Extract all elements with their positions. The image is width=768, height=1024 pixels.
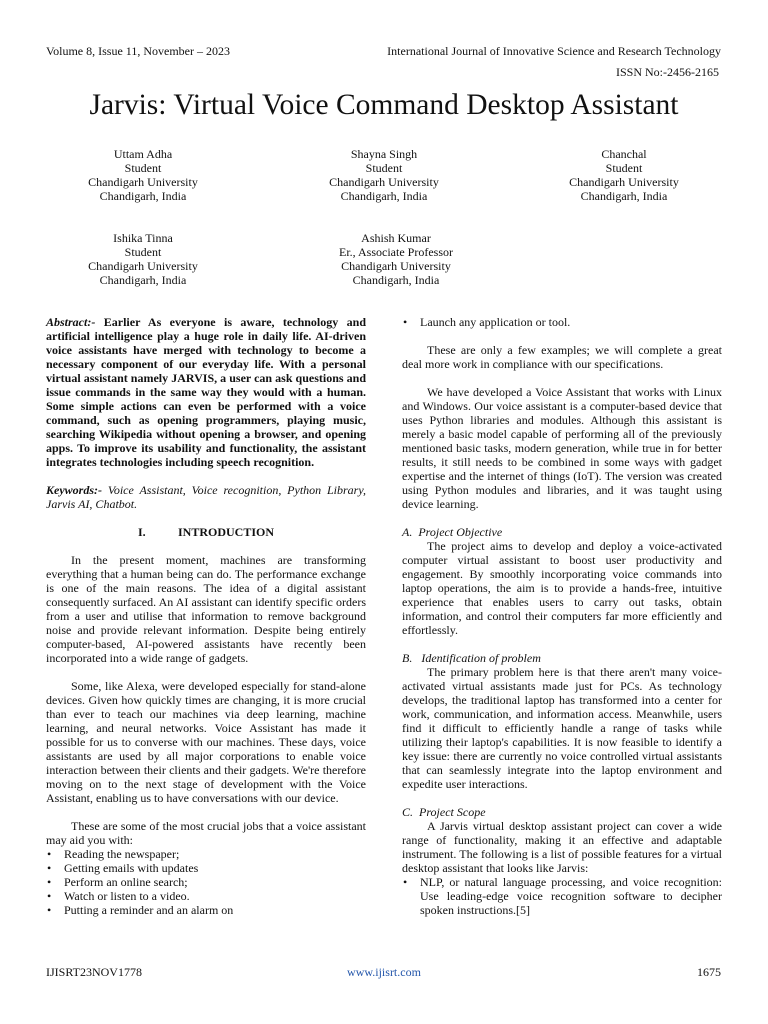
author-block xyxy=(514,147,734,203)
footer-paper-id: IJISRT23NOV1778 xyxy=(46,965,142,979)
keywords xyxy=(46,483,366,511)
author-role: Er., Associate Professor xyxy=(339,245,453,259)
list-item: • NLP, or natural language processing, and voice recognition: Use leading-edge voice recognition software to decipher spoken instructions.[5] xyxy=(402,875,722,917)
list-item: • Putting a reminder and an alarm on xyxy=(46,903,366,917)
abstract-text: Earlier As everyone is aware, technology and artificial intelligence play a huge role in daily life. AI-driven voice assistants have merged with technology to become a necessary component of our everyday life. With a personal virtual assistant namely JARVIS, a user can ask questions and issue commands in the same way they would with a human. Some simple actions can even be performed with a voice command, such as opening programmers, playing music, searching Wikipedia without opening a browser, and opening apps. To improve its usability and functionality, the assistant integrates technologies including speech recognition. xyxy=(46,315,367,469)
right-column xyxy=(402,315,722,917)
author-block xyxy=(286,231,506,287)
problem-paragraph: The primary problem here is that there aren't many voice-activated virtual assistants made just for PCs. As technology develops, the traditional laptop has transformed into a center for work, communication, and information access. Meanwhile, users find it difficult to efficiently handle a range of tasks while utilizing their laptop's capabilities. It is now feasible to identify a key issue: there are currently no voice controlled virtual assistants that can seamlessly integrate into the laptop environment and expedite user interactions. xyxy=(402,665,722,791)
author-location: Chandigarh, India xyxy=(352,273,440,287)
author-name: Ishika Tinna xyxy=(113,231,173,245)
list-item: • Getting emails with updates xyxy=(46,861,366,875)
author-affiliation: Chandigarh University xyxy=(329,175,439,189)
list-item: • Reading the newspaper; xyxy=(46,847,366,861)
intro-paragraph-1: In the present moment, machines are transforming everything that a human being can do. The performance exchange is one of the main reasons. The idea of a digital assistant consequently surfaced. An AI assistant can identify specific orders from a user and utilise that information to remove background noise and provide relevant information. Despite being entirely computer-based, AI-powered assistants have recently been incorporated into a wide range of gadgets. xyxy=(46,553,366,665)
author-block xyxy=(33,231,253,287)
list-item: • Launch any application or tool. xyxy=(402,315,722,329)
scope-paragraph: A Jarvis virtual desktop assistant project can cover a wide range of functionality, making it an effective and adaptable instrument. The following is a list of possible features for a virtual desktop assistant that looks like Jarvis: xyxy=(402,819,722,875)
author-block xyxy=(274,147,494,203)
section-heading-introduction xyxy=(46,525,366,539)
footer-website-link[interactable]: www.ijisrt.com xyxy=(347,965,421,979)
left-column xyxy=(46,315,366,917)
list-item: • Perform an online search; xyxy=(46,875,366,889)
developed-paragraph: We have developed a Voice Assistant that works with Linux and Windows. Our voice assistant is a computer-based device that uses Python libraries and modules. Although this assistant is merely a basic model capable of performing all of the previously mentioned basic tasks, modern generation, while true in for better results, it still needs to be combined in some ways with gadget expertise and the internet of things (IoT). The version was created using Python modules and libraries, and it was taught using device learning. xyxy=(402,385,722,511)
volume-info: Volume 8, Issue 11, November – 2023 xyxy=(46,44,230,58)
author-affiliation: Chandigarh University xyxy=(569,175,679,189)
author-role: Student xyxy=(124,245,162,259)
subsection-heading-problem: B. Identification of problem xyxy=(402,651,541,665)
author-location: Chandigarh, India xyxy=(99,273,187,287)
abstract-label: Abstract:- xyxy=(46,315,96,329)
scope-list xyxy=(402,875,722,917)
author-name: Ashish Kumar xyxy=(361,231,431,245)
subsection-heading-objective: A. Project Objective xyxy=(402,525,503,539)
author-role: Student xyxy=(124,161,162,175)
author-name: Shayna Singh xyxy=(350,147,418,161)
author-location: Chandigarh, India xyxy=(99,189,187,203)
author-affiliation: Chandigarh University xyxy=(88,175,198,189)
intro-paragraph-3: These are some of the most crucial jobs that a voice assistant may aid you with: xyxy=(46,819,366,847)
page-number: 1675 xyxy=(697,965,721,979)
author-name: Chanchal xyxy=(601,147,647,161)
author-name: Uttam Adha xyxy=(113,147,173,161)
jobs-list xyxy=(46,847,366,917)
section-number: I. xyxy=(137,525,146,539)
section-title: INTRODUCTION xyxy=(177,525,274,539)
intro-paragraph-2: Some, like Alexa, were developed especially for stand-alone devices. Given how quickly times are changing, it is more crucial than ever to teach our machines via deep learning, machine learning, and neural networks. Voice Assistant has made it possible for us to converse with our machines. These days, voice assistants are used by all major corporations to enable voice interaction between their clients and their gadgets. We're therefore moving on to the next stage of development with the Voice Assistant, enabling us to have conversations with our device. xyxy=(46,679,366,805)
author-location: Chandigarh, India xyxy=(340,189,428,203)
abstract xyxy=(46,315,366,469)
author-location: Chandigarh, India xyxy=(580,189,668,203)
keywords-text: Voice Assistant, Voice recognition, Python Library, Jarvis AI, Chatbot. xyxy=(46,483,367,511)
author-role: Student xyxy=(605,161,643,175)
examples-paragraph: These are only a few examples; we will complete a great deal more work in compliance with our specifications. xyxy=(402,343,722,371)
subsection-heading-scope: C. Project Scope xyxy=(402,805,486,819)
paper-title: Jarvis: Virtual Voice Command Desktop Assistant xyxy=(89,89,679,121)
list-item: • Watch or listen to a video. xyxy=(46,889,366,903)
author-block xyxy=(33,147,253,203)
issn: ISSN No:-2456-2165 xyxy=(615,65,719,79)
launch-list xyxy=(402,315,722,329)
objective-paragraph: The project aims to develop and deploy a voice-activated computer virtual assistant to boost user productivity and engagement. By smoothly incorporating voice commands into laptop operations, the aim is to provide a hands-free, intuitive experience that enables users to carry out tasks, obtain information, and control their computers far more efficiently and effortlessly. xyxy=(402,539,722,637)
journal-name: International Journal of Innovative Science and Research Technology xyxy=(387,44,721,58)
keywords-label: Keywords:- xyxy=(46,483,102,497)
author-role: Student xyxy=(365,161,403,175)
author-affiliation: Chandigarh University xyxy=(341,259,451,273)
author-affiliation: Chandigarh University xyxy=(88,259,198,273)
